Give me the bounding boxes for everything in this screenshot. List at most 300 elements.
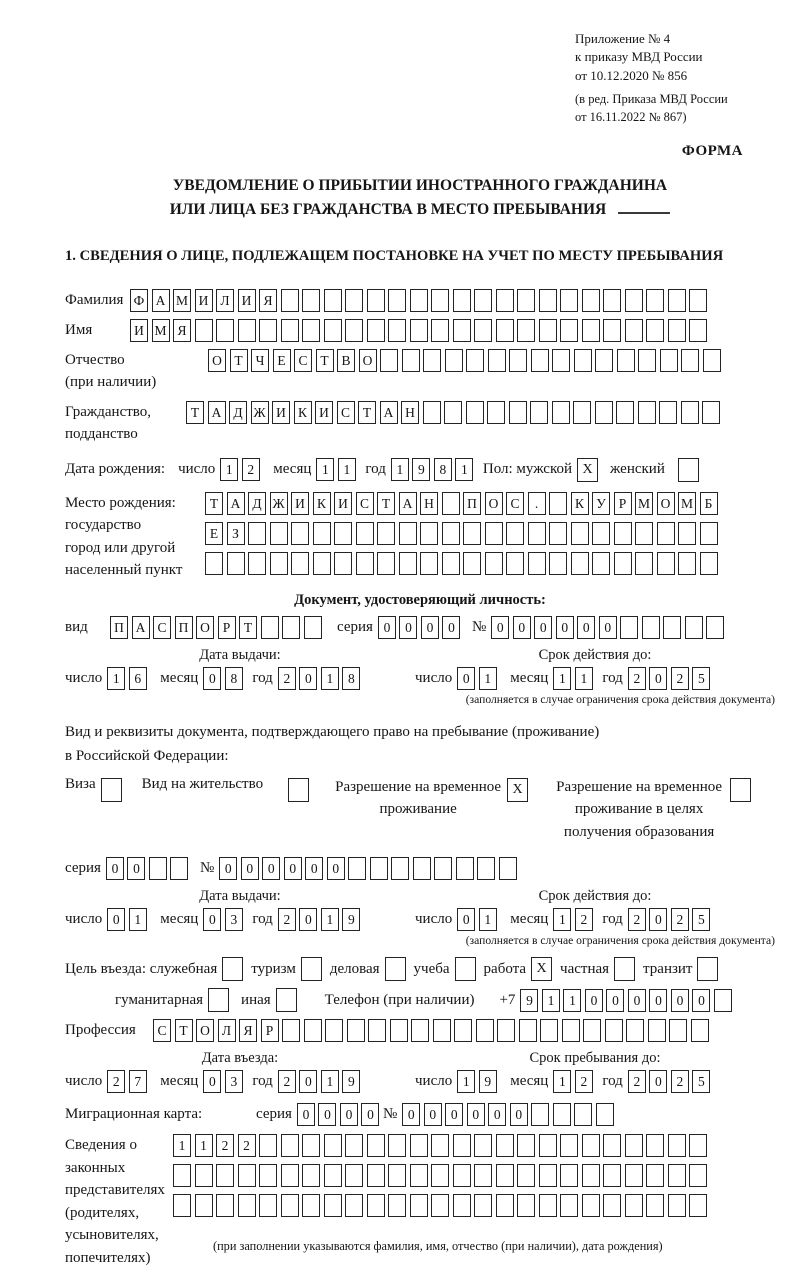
char-cell[interactable] bbox=[367, 289, 385, 312]
char-cell[interactable] bbox=[474, 289, 492, 312]
char-cell[interactable]: 0 bbox=[127, 857, 145, 880]
char-cell[interactable] bbox=[571, 522, 589, 545]
char-cell[interactable]: 0 bbox=[305, 857, 323, 880]
char-cell[interactable] bbox=[453, 289, 471, 312]
char-cell[interactable] bbox=[345, 289, 363, 312]
char-cell[interactable]: М bbox=[173, 289, 191, 312]
purpose-tourism-checkbox[interactable] bbox=[301, 957, 322, 981]
char-cell[interactable]: А bbox=[380, 401, 398, 424]
char-cell[interactable] bbox=[553, 1103, 571, 1126]
char-cell[interactable] bbox=[549, 522, 567, 545]
char-cell[interactable] bbox=[368, 1019, 386, 1042]
char-cell[interactable] bbox=[689, 319, 707, 342]
char-cell[interactable] bbox=[474, 1164, 492, 1187]
char-cell[interactable]: 0 bbox=[297, 1103, 315, 1126]
char-cell[interactable] bbox=[302, 319, 320, 342]
char-cell[interactable]: 2 bbox=[278, 1070, 296, 1093]
char-cell[interactable] bbox=[170, 857, 188, 880]
char-cell[interactable] bbox=[616, 401, 634, 424]
char-cell[interactable]: 9 bbox=[520, 989, 538, 1012]
char-cell[interactable] bbox=[488, 349, 506, 372]
char-cell[interactable] bbox=[517, 1164, 535, 1187]
char-cell[interactable]: С bbox=[153, 1019, 171, 1042]
char-cell[interactable] bbox=[517, 1194, 535, 1217]
doc-valid-year-cells[interactable] bbox=[628, 667, 714, 690]
doc-number-cells[interactable] bbox=[491, 616, 728, 639]
char-cell[interactable] bbox=[614, 522, 632, 545]
char-cell[interactable] bbox=[281, 1134, 299, 1157]
purpose-official-checkbox[interactable] bbox=[222, 957, 243, 981]
char-cell[interactable]: 2 bbox=[278, 908, 296, 931]
char-cell[interactable] bbox=[474, 319, 492, 342]
char-cell[interactable]: О bbox=[196, 1019, 214, 1042]
char-cell[interactable]: 1 bbox=[553, 1070, 571, 1093]
permit-issue-day-cells[interactable] bbox=[107, 908, 150, 931]
char-cell[interactable]: 0 bbox=[399, 616, 417, 639]
char-cell[interactable] bbox=[605, 1019, 623, 1042]
char-cell[interactable] bbox=[259, 1134, 277, 1157]
char-cell[interactable] bbox=[700, 552, 718, 575]
char-cell[interactable]: 0 bbox=[649, 1070, 667, 1093]
char-cell[interactable]: 0 bbox=[457, 908, 475, 931]
char-cell[interactable] bbox=[420, 552, 438, 575]
char-cell[interactable]: 0 bbox=[467, 1103, 485, 1126]
entry-month-cells[interactable] bbox=[203, 1070, 246, 1093]
char-cell[interactable] bbox=[302, 1194, 320, 1217]
char-cell[interactable]: 9 bbox=[342, 908, 360, 931]
char-cell[interactable] bbox=[530, 401, 548, 424]
char-cell[interactable] bbox=[291, 522, 309, 545]
char-cell[interactable] bbox=[399, 522, 417, 545]
char-cell[interactable]: К bbox=[294, 401, 312, 424]
char-cell[interactable] bbox=[454, 1019, 472, 1042]
citizenship-cells[interactable] bbox=[186, 401, 724, 424]
char-cell[interactable] bbox=[574, 1103, 592, 1126]
doc-issue-day-cells[interactable] bbox=[107, 667, 150, 690]
char-cell[interactable] bbox=[681, 349, 699, 372]
char-cell[interactable]: 5 bbox=[692, 1070, 710, 1093]
char-cell[interactable] bbox=[496, 1134, 514, 1157]
char-cell[interactable] bbox=[402, 349, 420, 372]
char-cell[interactable] bbox=[325, 1019, 343, 1042]
char-cell[interactable] bbox=[603, 1194, 621, 1217]
char-cell[interactable]: 0 bbox=[318, 1103, 336, 1126]
char-cell[interactable] bbox=[302, 1134, 320, 1157]
char-cell[interactable]: 0 bbox=[510, 1103, 528, 1126]
char-cell[interactable] bbox=[539, 1134, 557, 1157]
char-cell[interactable] bbox=[678, 552, 696, 575]
char-cell[interactable] bbox=[391, 857, 409, 880]
doc-issue-month-cells[interactable] bbox=[203, 667, 246, 690]
char-cell[interactable] bbox=[259, 1194, 277, 1217]
char-cell[interactable] bbox=[668, 319, 686, 342]
char-cell[interactable] bbox=[431, 1194, 449, 1217]
char-cell[interactable] bbox=[646, 1134, 664, 1157]
char-cell[interactable]: А bbox=[152, 289, 170, 312]
char-cell[interactable] bbox=[282, 1019, 300, 1042]
char-cell[interactable] bbox=[377, 522, 395, 545]
char-cell[interactable] bbox=[668, 289, 686, 312]
char-cell[interactable] bbox=[689, 1194, 707, 1217]
char-cell[interactable] bbox=[281, 319, 299, 342]
char-cell[interactable] bbox=[238, 1194, 256, 1217]
char-cell[interactable] bbox=[668, 1134, 686, 1157]
char-cell[interactable]: М bbox=[678, 492, 696, 515]
char-cell[interactable]: 1 bbox=[321, 1070, 339, 1093]
char-cell[interactable] bbox=[345, 319, 363, 342]
char-cell[interactable] bbox=[562, 1019, 580, 1042]
char-cell[interactable]: 1 bbox=[553, 908, 571, 931]
char-cell[interactable] bbox=[304, 1019, 322, 1042]
char-cell[interactable]: 1 bbox=[563, 989, 581, 1012]
char-cell[interactable] bbox=[595, 401, 613, 424]
char-cell[interactable] bbox=[453, 1164, 471, 1187]
char-cell[interactable]: 0 bbox=[692, 989, 710, 1012]
char-cell[interactable]: 2 bbox=[216, 1134, 234, 1157]
char-cell[interactable] bbox=[657, 522, 675, 545]
char-cell[interactable] bbox=[506, 552, 524, 575]
char-cell[interactable]: М bbox=[635, 492, 653, 515]
char-cell[interactable]: Н bbox=[401, 401, 419, 424]
char-cell[interactable]: 9 bbox=[479, 1070, 497, 1093]
char-cell[interactable]: 0 bbox=[219, 857, 237, 880]
char-cell[interactable] bbox=[714, 989, 732, 1012]
char-cell[interactable]: 0 bbox=[534, 616, 552, 639]
char-cell[interactable] bbox=[497, 1019, 515, 1042]
char-cell[interactable] bbox=[423, 349, 441, 372]
char-cell[interactable]: Е bbox=[273, 349, 291, 372]
char-cell[interactable]: 0 bbox=[203, 667, 221, 690]
doc-issue-year-cells[interactable] bbox=[278, 667, 364, 690]
char-cell[interactable] bbox=[617, 349, 635, 372]
char-cell[interactable]: О bbox=[359, 349, 377, 372]
char-cell[interactable] bbox=[302, 1164, 320, 1187]
char-cell[interactable] bbox=[410, 1194, 428, 1217]
char-cell[interactable] bbox=[499, 857, 517, 880]
char-cell[interactable]: 1 bbox=[575, 667, 593, 690]
char-cell[interactable]: 0 bbox=[445, 1103, 463, 1126]
char-cell[interactable]: 1 bbox=[195, 1134, 213, 1157]
char-cell[interactable]: 1 bbox=[316, 458, 334, 481]
char-cell[interactable] bbox=[552, 349, 570, 372]
char-cell[interactable] bbox=[388, 289, 406, 312]
char-cell[interactable] bbox=[549, 552, 567, 575]
birth-day-cells[interactable] bbox=[220, 458, 263, 481]
birth-place-cells-2[interactable] bbox=[205, 522, 721, 545]
char-cell[interactable]: Р bbox=[614, 492, 632, 515]
char-cell[interactable] bbox=[625, 319, 643, 342]
char-cell[interactable] bbox=[517, 289, 535, 312]
char-cell[interactable] bbox=[531, 1103, 549, 1126]
char-cell[interactable]: 0 bbox=[402, 1103, 420, 1126]
char-cell[interactable]: А bbox=[227, 492, 245, 515]
char-cell[interactable] bbox=[560, 1134, 578, 1157]
char-cell[interactable] bbox=[625, 289, 643, 312]
stay-day-cells[interactable] bbox=[457, 1070, 500, 1093]
char-cell[interactable] bbox=[302, 289, 320, 312]
given-name-cells[interactable] bbox=[130, 319, 711, 342]
purpose-study-checkbox[interactable] bbox=[455, 957, 476, 981]
char-cell[interactable] bbox=[205, 552, 223, 575]
char-cell[interactable] bbox=[476, 1019, 494, 1042]
char-cell[interactable]: Ф bbox=[130, 289, 148, 312]
char-cell[interactable] bbox=[410, 289, 428, 312]
stay-month-cells[interactable] bbox=[553, 1070, 596, 1093]
char-cell[interactable]: 3 bbox=[225, 1070, 243, 1093]
char-cell[interactable] bbox=[334, 552, 352, 575]
char-cell[interactable]: К bbox=[313, 492, 331, 515]
char-cell[interactable]: И bbox=[315, 401, 333, 424]
char-cell[interactable] bbox=[367, 319, 385, 342]
char-cell[interactable]: 0 bbox=[577, 616, 595, 639]
char-cell[interactable] bbox=[324, 1134, 342, 1157]
char-cell[interactable]: Е bbox=[205, 522, 223, 545]
char-cell[interactable] bbox=[700, 522, 718, 545]
char-cell[interactable]: 0 bbox=[606, 989, 624, 1012]
char-cell[interactable]: 2 bbox=[671, 908, 689, 931]
char-cell[interactable] bbox=[431, 1134, 449, 1157]
char-cell[interactable]: 1 bbox=[479, 908, 497, 931]
char-cell[interactable] bbox=[173, 1194, 191, 1217]
char-cell[interactable]: 0 bbox=[378, 616, 396, 639]
char-cell[interactable] bbox=[216, 319, 234, 342]
char-cell[interactable] bbox=[539, 319, 557, 342]
purpose-business-checkbox[interactable] bbox=[385, 957, 406, 981]
char-cell[interactable] bbox=[560, 1194, 578, 1217]
char-cell[interactable] bbox=[635, 522, 653, 545]
patronymic-cells[interactable] bbox=[208, 349, 724, 372]
char-cell[interactable] bbox=[678, 522, 696, 545]
char-cell[interactable] bbox=[388, 1164, 406, 1187]
female-checkbox[interactable] bbox=[678, 458, 699, 482]
char-cell[interactable] bbox=[635, 552, 653, 575]
char-cell[interactable]: Р bbox=[261, 1019, 279, 1042]
char-cell[interactable] bbox=[646, 319, 664, 342]
char-cell[interactable]: У bbox=[592, 492, 610, 515]
char-cell[interactable]: 1 bbox=[479, 667, 497, 690]
char-cell[interactable] bbox=[549, 492, 567, 515]
char-cell[interactable] bbox=[685, 616, 703, 639]
char-cell[interactable]: 1 bbox=[542, 989, 560, 1012]
char-cell[interactable] bbox=[216, 1194, 234, 1217]
char-cell[interactable]: 1 bbox=[455, 458, 473, 481]
char-cell[interactable] bbox=[281, 289, 299, 312]
char-cell[interactable]: П bbox=[110, 616, 128, 639]
char-cell[interactable] bbox=[703, 349, 721, 372]
char-cell[interactable] bbox=[638, 401, 656, 424]
char-cell[interactable] bbox=[506, 522, 524, 545]
char-cell[interactable]: 0 bbox=[649, 667, 667, 690]
char-cell[interactable]: 0 bbox=[327, 857, 345, 880]
temp-permit-checkbox[interactable]: X bbox=[507, 778, 528, 802]
char-cell[interactable] bbox=[388, 1194, 406, 1217]
char-cell[interactable] bbox=[248, 552, 266, 575]
char-cell[interactable] bbox=[646, 1194, 664, 1217]
permit-series-cells[interactable] bbox=[106, 857, 192, 880]
char-cell[interactable]: Т bbox=[358, 401, 376, 424]
char-cell[interactable] bbox=[195, 1194, 213, 1217]
phone-cells[interactable] bbox=[520, 989, 735, 1012]
purpose-work-checkbox[interactable]: X bbox=[531, 957, 552, 981]
char-cell[interactable] bbox=[270, 522, 288, 545]
char-cell[interactable] bbox=[668, 1194, 686, 1217]
permit-number-cells[interactable] bbox=[219, 857, 520, 880]
char-cell[interactable]: 0 bbox=[488, 1103, 506, 1126]
char-cell[interactable] bbox=[560, 289, 578, 312]
char-cell[interactable] bbox=[517, 1134, 535, 1157]
char-cell[interactable]: 0 bbox=[299, 667, 317, 690]
char-cell[interactable] bbox=[420, 522, 438, 545]
entry-day-cells[interactable] bbox=[107, 1070, 150, 1093]
char-cell[interactable] bbox=[367, 1134, 385, 1157]
char-cell[interactable]: И bbox=[291, 492, 309, 515]
char-cell[interactable] bbox=[646, 289, 664, 312]
char-cell[interactable] bbox=[388, 1134, 406, 1157]
char-cell[interactable]: Т bbox=[230, 349, 248, 372]
doc-type-cells[interactable] bbox=[110, 616, 325, 639]
char-cell[interactable] bbox=[625, 1194, 643, 1217]
char-cell[interactable] bbox=[477, 857, 495, 880]
char-cell[interactable]: 2 bbox=[628, 908, 646, 931]
char-cell[interactable]: О bbox=[485, 492, 503, 515]
char-cell[interactable] bbox=[626, 1019, 644, 1042]
char-cell[interactable] bbox=[463, 552, 481, 575]
char-cell[interactable] bbox=[304, 616, 322, 639]
char-cell[interactable]: О bbox=[196, 616, 214, 639]
char-cell[interactable]: Я bbox=[259, 289, 277, 312]
char-cell[interactable] bbox=[582, 1134, 600, 1157]
char-cell[interactable] bbox=[528, 552, 546, 575]
char-cell[interactable]: 0 bbox=[671, 989, 689, 1012]
char-cell[interactable] bbox=[540, 1019, 558, 1042]
char-cell[interactable] bbox=[509, 349, 527, 372]
permit-issue-month-cells[interactable] bbox=[203, 908, 246, 931]
char-cell[interactable]: 0 bbox=[556, 616, 574, 639]
char-cell[interactable] bbox=[689, 1134, 707, 1157]
char-cell[interactable] bbox=[509, 401, 527, 424]
char-cell[interactable]: 0 bbox=[421, 616, 439, 639]
stay-year-cells[interactable] bbox=[628, 1070, 714, 1093]
purpose-humanitarian-checkbox[interactable] bbox=[208, 988, 229, 1012]
char-cell[interactable] bbox=[261, 616, 279, 639]
char-cell[interactable]: 9 bbox=[342, 1070, 360, 1093]
char-cell[interactable] bbox=[390, 1019, 408, 1042]
char-cell[interactable]: 2 bbox=[278, 667, 296, 690]
permit-valid-day-cells[interactable] bbox=[457, 908, 500, 931]
char-cell[interactable] bbox=[466, 349, 484, 372]
char-cell[interactable]: 2 bbox=[671, 1070, 689, 1093]
char-cell[interactable] bbox=[238, 1164, 256, 1187]
temp-permit-edu-checkbox[interactable] bbox=[730, 778, 751, 802]
char-cell[interactable]: И bbox=[195, 289, 213, 312]
char-cell[interactable]: 0 bbox=[107, 908, 125, 931]
char-cell[interactable] bbox=[445, 349, 463, 372]
char-cell[interactable] bbox=[517, 319, 535, 342]
birth-place-cells-1[interactable] bbox=[205, 492, 721, 515]
char-cell[interactable] bbox=[659, 401, 677, 424]
char-cell[interactable]: 1 bbox=[129, 908, 147, 931]
surname-cells[interactable] bbox=[130, 289, 711, 312]
char-cell[interactable] bbox=[539, 1164, 557, 1187]
permit-valid-month-cells[interactable] bbox=[553, 908, 596, 931]
char-cell[interactable] bbox=[313, 522, 331, 545]
char-cell[interactable] bbox=[496, 319, 514, 342]
char-cell[interactable] bbox=[410, 1134, 428, 1157]
char-cell[interactable]: 1 bbox=[338, 458, 356, 481]
char-cell[interactable] bbox=[334, 522, 352, 545]
char-cell[interactable]: 8 bbox=[434, 458, 452, 481]
char-cell[interactable] bbox=[571, 552, 589, 575]
char-cell[interactable]: Л bbox=[218, 1019, 236, 1042]
char-cell[interactable]: 1 bbox=[321, 667, 339, 690]
char-cell[interactable]: Ч bbox=[251, 349, 269, 372]
char-cell[interactable] bbox=[592, 522, 610, 545]
char-cell[interactable] bbox=[539, 289, 557, 312]
char-cell[interactable]: С bbox=[506, 492, 524, 515]
char-cell[interactable]: М bbox=[152, 319, 170, 342]
char-cell[interactable] bbox=[248, 522, 266, 545]
char-cell[interactable]: 0 bbox=[284, 857, 302, 880]
char-cell[interactable] bbox=[663, 616, 681, 639]
char-cell[interactable]: П bbox=[175, 616, 193, 639]
char-cell[interactable] bbox=[411, 1019, 429, 1042]
char-cell[interactable] bbox=[324, 1194, 342, 1217]
char-cell[interactable] bbox=[702, 401, 720, 424]
char-cell[interactable]: 1 bbox=[173, 1134, 191, 1157]
char-cell[interactable] bbox=[456, 857, 474, 880]
char-cell[interactable] bbox=[367, 1194, 385, 1217]
char-cell[interactable] bbox=[356, 522, 374, 545]
char-cell[interactable]: 2 bbox=[238, 1134, 256, 1157]
char-cell[interactable] bbox=[487, 401, 505, 424]
char-cell[interactable] bbox=[324, 289, 342, 312]
char-cell[interactable] bbox=[592, 552, 610, 575]
char-cell[interactable] bbox=[370, 857, 388, 880]
char-cell[interactable]: Т bbox=[316, 349, 334, 372]
char-cell[interactable]: 0 bbox=[628, 989, 646, 1012]
char-cell[interactable] bbox=[347, 1019, 365, 1042]
char-cell[interactable]: 9 bbox=[412, 458, 430, 481]
char-cell[interactable]: Ж bbox=[251, 401, 269, 424]
char-cell[interactable] bbox=[388, 319, 406, 342]
char-cell[interactable]: 7 bbox=[129, 1070, 147, 1093]
char-cell[interactable] bbox=[657, 552, 675, 575]
char-cell[interactable] bbox=[173, 1164, 191, 1187]
char-cell[interactable]: 0 bbox=[513, 616, 531, 639]
char-cell[interactable]: Т bbox=[175, 1019, 193, 1042]
char-cell[interactable] bbox=[706, 616, 724, 639]
char-cell[interactable] bbox=[442, 522, 460, 545]
char-cell[interactable] bbox=[281, 1164, 299, 1187]
char-cell[interactable] bbox=[620, 616, 638, 639]
char-cell[interactable]: 0 bbox=[241, 857, 259, 880]
char-cell[interactable] bbox=[442, 552, 460, 575]
char-cell[interactable]: . bbox=[528, 492, 546, 515]
char-cell[interactable]: 2 bbox=[628, 1070, 646, 1093]
char-cell[interactable] bbox=[434, 857, 452, 880]
char-cell[interactable]: 0 bbox=[203, 908, 221, 931]
char-cell[interactable]: 2 bbox=[242, 458, 260, 481]
char-cell[interactable]: Т bbox=[186, 401, 204, 424]
char-cell[interactable] bbox=[281, 1194, 299, 1217]
legal-reps-cells-2[interactable] bbox=[173, 1164, 711, 1187]
char-cell[interactable] bbox=[270, 552, 288, 575]
char-cell[interactable] bbox=[648, 1019, 666, 1042]
doc-series-cells[interactable] bbox=[378, 616, 464, 639]
mig-number-cells[interactable] bbox=[402, 1103, 617, 1126]
char-cell[interactable] bbox=[582, 289, 600, 312]
char-cell[interactable]: 1 bbox=[321, 908, 339, 931]
